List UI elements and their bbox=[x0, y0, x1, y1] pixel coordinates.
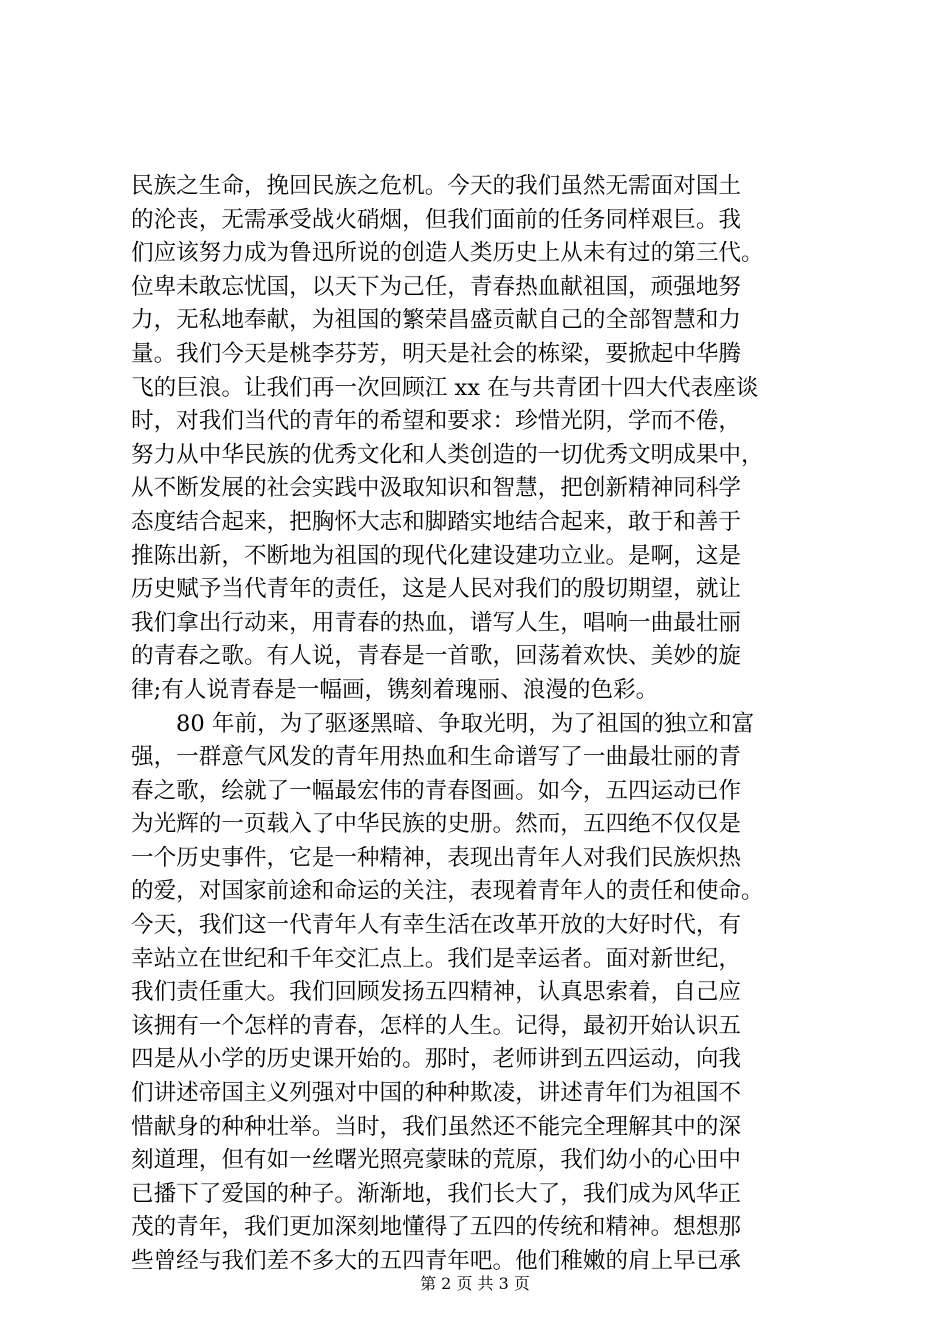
text-line: 茂的青年，我们更加深刻地懂得了五四的传统和精神。想想那 bbox=[131, 1214, 742, 1241]
text-line: 历史赋予当代青年的责任，这是人民对我们的殷切期望，就让 bbox=[131, 576, 742, 603]
text-line: 律;有人说青春是一幅画，镌刻着瑰丽、浪漫的色彩。 bbox=[131, 676, 659, 703]
text-line: 们应该努力成为鲁迅所说的创造人类历史上从未有过的第三代。 bbox=[131, 240, 764, 267]
text-line: 春之歌，绘就了一幅最宏伟的青春图画。如今，五四运动已作 bbox=[131, 777, 742, 804]
text-line: 我们责任重大。我们回顾发扬五四精神，认真思索着，自己应 bbox=[131, 979, 742, 1006]
text-line: 民族之生命，挽回民族之危机。今天的我们虽然无需面对国土 bbox=[131, 173, 742, 199]
text-line: 强，一群意气风发的青年用热血和生命谱写了一曲最壮丽的青 bbox=[131, 744, 742, 771]
text-line: 为光辉的一页载入了中华民族的史册。然而，五四绝不仅仅是 bbox=[131, 811, 742, 838]
text-line: 飞的巨浪。让我们再一次回顾江 xx 在与共青团十四大代表座谈 bbox=[131, 374, 759, 401]
text-line: 刻道理，但有如一丝曙光照亮蒙昧的荒原，我们幼小的心田中 bbox=[131, 1147, 742, 1174]
text-line: 位卑未敢忘忧国，以天下为己任，青春热血献祖国，顽强地努 bbox=[131, 273, 742, 300]
text-line: 些曾经与我们差不多大的五四青年吧。他们稚嫩的肩上早已承 bbox=[131, 1248, 742, 1274]
text-line: 的爱，对国家前途和命运的关注，表现着青年人的责任和使命。 bbox=[131, 878, 764, 905]
text-line: 时，对我们当代的青年的希望和要求：珍惜光阴，学而不倦， bbox=[131, 408, 742, 435]
text-line: 力，无私地奉献，为祖国的繁荣昌盛贡献自己的全部智慧和力 bbox=[131, 307, 742, 334]
page-number-footer: 第 2 页 共 3 页 bbox=[420, 1274, 530, 1293]
text-line: 的青春之歌。有人说，青春是一首歌，回荡着欢快、美妙的旋 bbox=[131, 643, 742, 670]
paragraph-start-line: 80 年前，为了驱逐黑暗、争取光明，为了祖国的独立和富 bbox=[176, 710, 755, 737]
text-line: 从不断发展的社会实践中汲取知识和智慧，把创新精神同科学 bbox=[131, 475, 742, 502]
text-line: 一个历史事件，它是一种精神，表现出青年人对我们民族炽热 bbox=[131, 844, 742, 871]
text-line: 的沦丧，无需承受战火硝烟，但我们面前的任务同样艰巨。我 bbox=[131, 206, 742, 233]
text-line: 态度结合起来，把胸怀大志和脚踏实地结合起来，敢于和善于 bbox=[131, 508, 742, 535]
text-line: 该拥有一个怎样的青春，怎样的人生。记得，最初开始认识五 bbox=[131, 1012, 742, 1039]
text-line: 四是从小学的历史课开始的。那时，老师讲到五四运动，向我 bbox=[131, 1046, 742, 1073]
text-line: 幸站立在世纪和千年交汇点上。我们是幸运者。面对新世纪， bbox=[131, 945, 742, 972]
text-line: 今天，我们这一代青年人有幸生活在改革开放的大好时代，有 bbox=[131, 912, 742, 939]
text-line: 努力从中华民族的优秀文化和人类创造的一切优秀文明成果中， bbox=[131, 441, 764, 468]
text-line: 已播下了爱国的种子。渐渐地，我们长大了，我们成为风华正 bbox=[131, 1180, 742, 1207]
text-line: 惜献身的种种壮举。当时，我们虽然还不能完全理解其中的深 bbox=[131, 1113, 742, 1140]
body-text bbox=[131, 170, 835, 1279]
text-line: 推陈出新，不断地为祖国的现代化建设建功立业。是啊，这是 bbox=[131, 542, 742, 569]
text-line: 们讲述帝国主义列强对中国的种种欺凌，讲述青年们为祖国不 bbox=[131, 1080, 742, 1107]
text-line: 量。我们今天是桃李芬芳，明天是社会的栋梁，要掀起中华腾 bbox=[131, 340, 742, 367]
text-line: 我们拿出行动来，用青春的热血，谱写人生，唱响一曲最壮丽 bbox=[131, 609, 742, 636]
